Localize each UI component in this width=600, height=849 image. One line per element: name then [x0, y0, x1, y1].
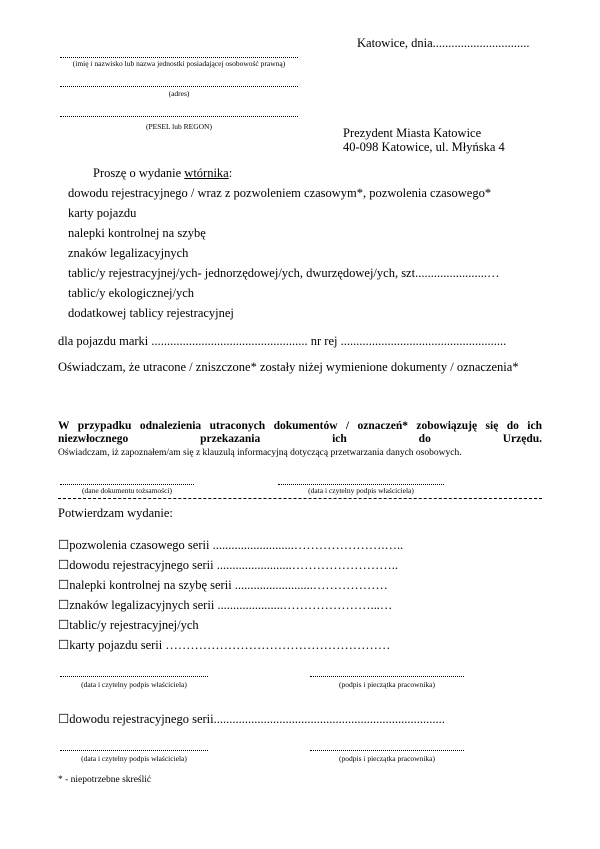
request-item[interactable]: dowodu rejestracyjnego / wraz z pozwoleniem czasowym*, pozwolenia czasowego* — [68, 186, 492, 200]
confirm-item[interactable] — [58, 537, 403, 553]
confirmation-title: Potwierdzam wydanie: — [58, 506, 173, 520]
footnote: * - niepotrzebne skreślić — [58, 775, 152, 785]
confirm-item-label: tablic/y rejestracyjnej/ych — [69, 618, 199, 632]
request-item[interactable]: tablic/y ekologicznej/ych — [68, 286, 194, 300]
checkbox-icon[interactable]: ☐ — [58, 558, 70, 572]
request-item[interactable]: nalepki kontrolnej na szybę — [68, 226, 206, 240]
checkbox-icon[interactable]: ☐ — [58, 578, 70, 592]
applicant-name-line[interactable] — [60, 57, 298, 58]
owner-signature-caption-3: (data i czytelny podpis właściciela) — [81, 754, 187, 763]
confirm-item-second[interactable] — [58, 711, 445, 727]
address-caption: (adres) — [168, 89, 190, 98]
request-item[interactable]: karty pojazdu — [68, 206, 137, 220]
employee-signature-caption-2: (podpis i pieczątka pracownika) — [338, 754, 435, 763]
owner-signature-caption: (data i czytelny podpis właściciela) — [308, 486, 414, 495]
owner-signature-line-3[interactable] — [60, 750, 208, 751]
checkbox-icon[interactable]: ☐ — [58, 618, 70, 632]
confirm-item[interactable] — [58, 577, 388, 593]
confirm-item-label: nalepki kontrolnej na szybę serii .........................……………… — [69, 578, 388, 592]
owner-signature-line-2[interactable] — [60, 676, 208, 677]
request-item[interactable]: dodatkowej tablicy rejestracyjnej — [68, 306, 234, 320]
employee-signature-line-2[interactable] — [310, 750, 464, 751]
confirm-item[interactable] — [58, 557, 398, 573]
request-intro — [93, 166, 232, 181]
pesel-line[interactable] — [60, 116, 298, 117]
request-item[interactable]: tablic/y rejestracyjnej/ych- jednorzędowej/ych, dwurzędowej/ych, szt.......................… — [68, 266, 500, 280]
request-intro-word: wtórnika — [184, 166, 229, 180]
owner-signature-line[interactable] — [278, 484, 444, 485]
address-line[interactable] — [60, 86, 298, 87]
checkbox-icon[interactable]: ☐ — [58, 712, 70, 726]
checkbox-icon[interactable]: ☐ — [58, 538, 70, 552]
confirm-item[interactable] — [58, 637, 390, 653]
owner-signature-caption-2: (data i czytelny podpis właściciela) — [81, 680, 187, 689]
confirm-item-label: pozwolenia czasowego serii ..........................………………….….. — [69, 538, 404, 552]
checkbox-icon[interactable]: ☐ — [58, 638, 70, 652]
employee-signature-line[interactable] — [310, 676, 464, 677]
confirm-item[interactable] — [58, 617, 199, 633]
confirm-item-label: karty pojazdu serii ……………………………………………… — [69, 638, 391, 652]
section-divider — [58, 498, 542, 499]
vehicle-line[interactable]: dla pojazdu marki .................................................. nr rej ..................................................... — [58, 334, 507, 348]
pesel-caption: (PESEL lub REGON) — [146, 122, 212, 131]
confirm-item-label: znaków legalizacyjnych serii .....................…………………...… — [69, 598, 393, 612]
request-item[interactable]: znaków legalizacyjnych — [68, 246, 189, 260]
identity-doc-caption: (dane dokumentu tożsamości) — [82, 486, 172, 495]
recipient-line-2: 40-098 Katowice, ul. Młyńska 4 — [343, 140, 505, 154]
obligation-text: W przypadku odnalezienia utraconych dokumentów / oznaczeń* zobowiązuję się do ich niezwłocznego przekazania ich do Urzędu. — [58, 420, 542, 445]
identity-doc-line[interactable] — [60, 484, 194, 485]
declaration: Oświadczam, że utracone / zniszczone* zostały niżej wymienione dokumenty / oznaczenia* — [58, 360, 519, 374]
info-clause: Oświadczam, iż zapoznałem/am się z klauzulą informacyjną dotyczącą przetwarzania danych osobowych. — [58, 448, 462, 458]
place-date[interactable]: Katowice, dnia............................... — [357, 36, 530, 50]
confirm-item-label: dowodu rejestracyjnego serii ........................…………………….. — [69, 558, 398, 572]
employee-signature-caption: (podpis i pieczątka pracownika) — [338, 680, 435, 689]
confirm-item[interactable] — [58, 597, 392, 613]
request-intro-suffix: : — [228, 166, 233, 180]
applicant-caption: (imię i nazwisko lub nazwa jednostki posiadającej osobowość prawną) — [72, 59, 286, 68]
checkbox-icon[interactable]: ☐ — [58, 598, 70, 612]
confirm-item-label: dowodu rejestracyjnego serii.......................................................................... — [69, 712, 445, 726]
recipient-line-1: Prezydent Miasta Katowice — [343, 126, 482, 140]
request-intro-prefix: Proszę o wydanie — [93, 166, 185, 180]
